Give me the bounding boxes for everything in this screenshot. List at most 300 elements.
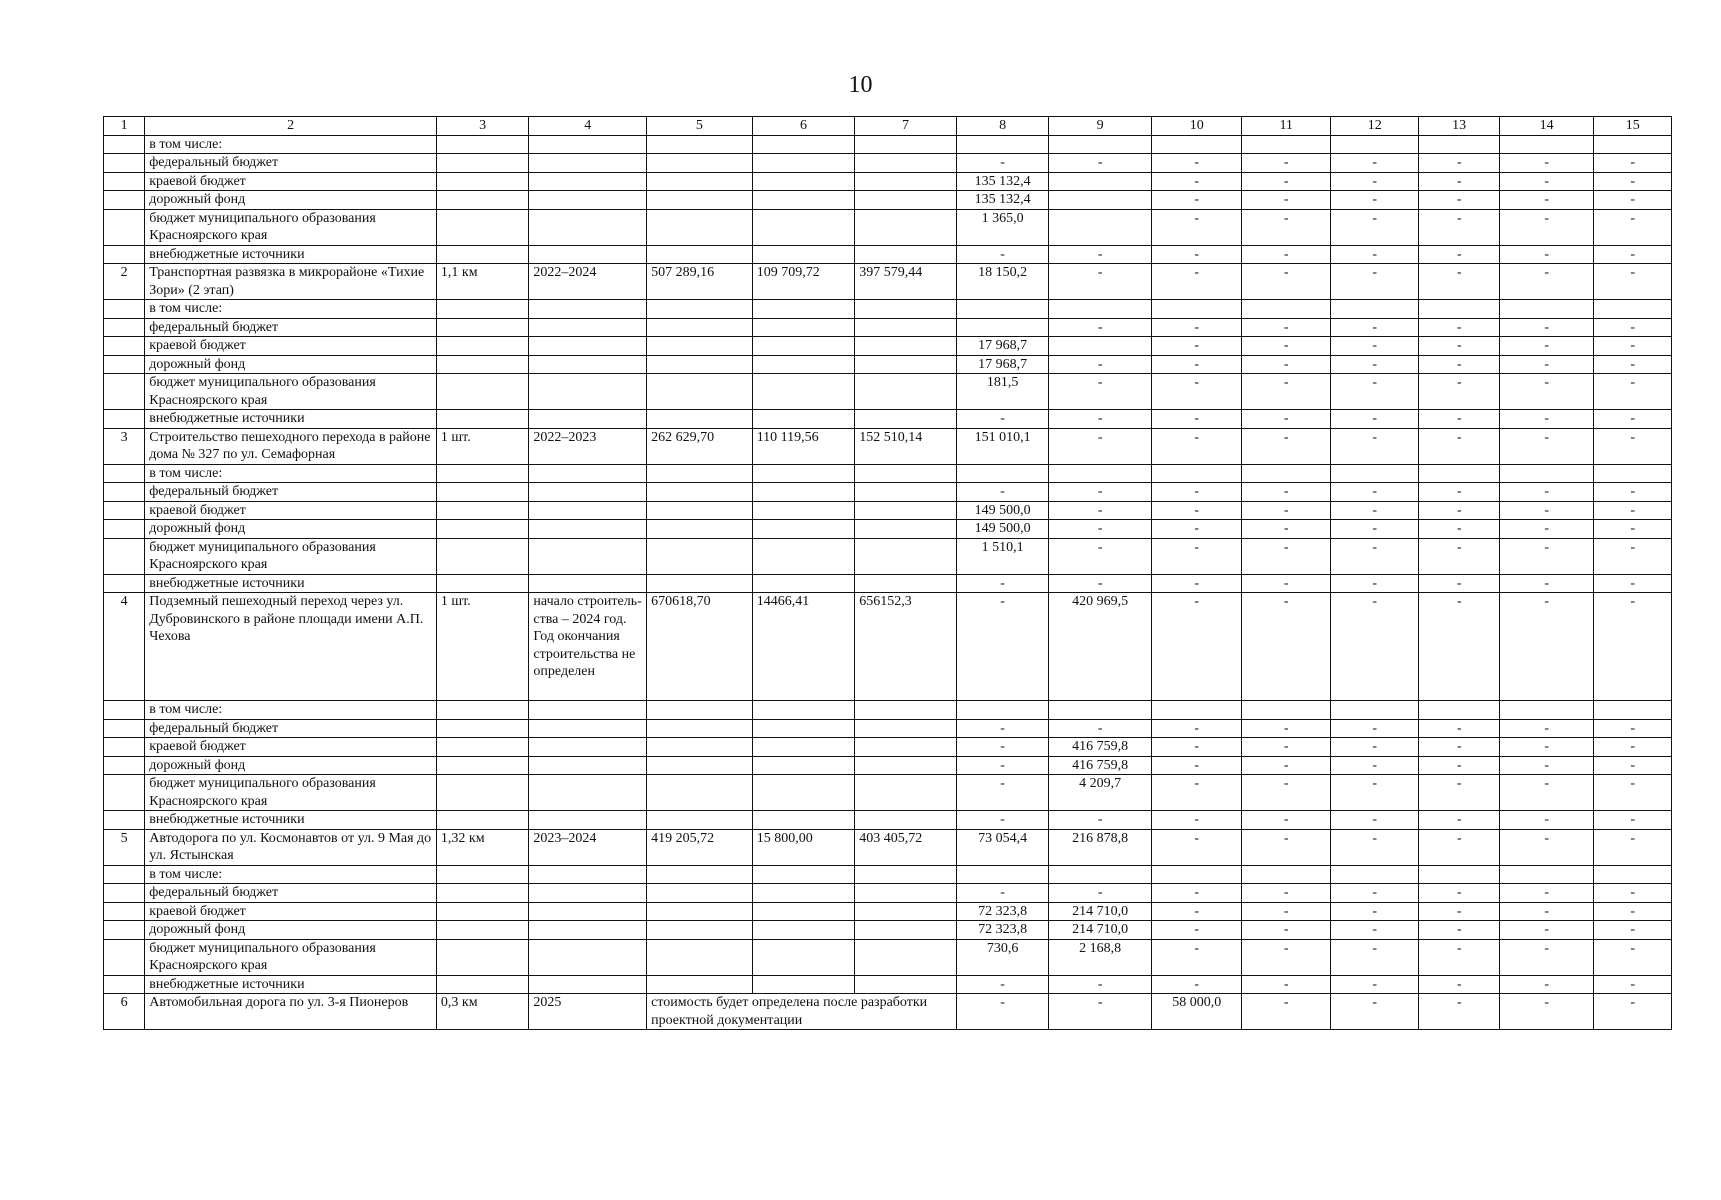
table-cell: -	[1594, 410, 1672, 429]
table-cell	[752, 501, 855, 520]
table-cell: 214 710,0	[1049, 921, 1152, 940]
table-cell: -	[1330, 264, 1419, 300]
table-cell	[529, 374, 647, 410]
table-cell	[1419, 135, 1499, 154]
table-cell	[855, 135, 957, 154]
table-cell: -	[1330, 318, 1419, 337]
row-label-cell: внебюджетные источники	[145, 410, 437, 429]
table-cell: 152 510,14	[855, 428, 957, 464]
table-cell: -	[1499, 264, 1594, 300]
table-cell: -	[956, 738, 1049, 757]
table-cell: -	[1330, 483, 1419, 502]
table-cell	[1049, 337, 1152, 356]
table-cell: -	[1242, 975, 1331, 994]
table-cell: -	[1594, 172, 1672, 191]
table-cell	[752, 374, 855, 410]
table-cell	[855, 191, 957, 210]
table-cell: 14466,41	[752, 593, 855, 701]
row-label-cell: Строительство пешеходного перехода в районе дома № 327 по ул. Семафорная	[145, 428, 437, 464]
table-cell: -	[1330, 738, 1419, 757]
table-cell: -	[1151, 902, 1242, 921]
table-cell: -	[1594, 593, 1672, 701]
table-row	[104, 520, 1672, 539]
table-cell: -	[1049, 538, 1152, 574]
table-cell: 730,6	[956, 939, 1049, 975]
table-row	[104, 300, 1672, 319]
table-cell	[436, 501, 529, 520]
column-header-9: 9	[1049, 117, 1152, 136]
table-cell	[529, 738, 647, 757]
table-cell: -	[1151, 756, 1242, 775]
table-cell: -	[1419, 154, 1499, 173]
table-cell	[1419, 701, 1499, 720]
table-row	[104, 775, 1672, 811]
table-cell: -	[1049, 811, 1152, 830]
table-cell	[436, 374, 529, 410]
column-header-7: 7	[855, 117, 957, 136]
table-row	[104, 538, 1672, 574]
table-cell: 149 500,0	[956, 501, 1049, 520]
table-cell	[752, 154, 855, 173]
table-cell	[104, 245, 145, 264]
table-cell: -	[1419, 994, 1499, 1030]
table-cell	[956, 701, 1049, 720]
table-cell	[956, 300, 1049, 319]
table-cell	[436, 719, 529, 738]
table-cell: -	[1594, 374, 1672, 410]
table-cell: 15 800,00	[752, 829, 855, 865]
table-cell	[529, 921, 647, 940]
table-cell	[647, 538, 753, 574]
table-cell: -	[1242, 574, 1331, 593]
table-cell: -	[1330, 172, 1419, 191]
table-cell	[529, 811, 647, 830]
column-header-13: 13	[1419, 117, 1499, 136]
table-cell	[104, 520, 145, 539]
table-cell	[647, 775, 753, 811]
table-cell: -	[1151, 191, 1242, 210]
table-cell	[529, 719, 647, 738]
table-cell: -	[1499, 520, 1594, 539]
table-row	[104, 318, 1672, 337]
table-cell	[752, 538, 855, 574]
table-cell: -	[1151, 593, 1242, 701]
table-cell	[855, 865, 957, 884]
table-cell	[104, 191, 145, 210]
table-row	[104, 975, 1672, 994]
table-cell	[1242, 135, 1331, 154]
table-cell: 1 510,1	[956, 538, 1049, 574]
table-cell: -	[956, 884, 1049, 903]
table-cell	[104, 464, 145, 483]
table-cell: -	[1242, 593, 1331, 701]
table-cell	[752, 939, 855, 975]
table-row	[104, 811, 1672, 830]
column-header-10: 10	[1151, 117, 1242, 136]
table-cell: -	[1499, 428, 1594, 464]
table-cell: -	[1419, 355, 1499, 374]
table-cell	[752, 574, 855, 593]
table-cell	[1049, 464, 1152, 483]
table-cell	[647, 374, 753, 410]
row-label-cell: федеральный бюджет	[145, 884, 437, 903]
table-cell	[436, 756, 529, 775]
table-cell: -	[1594, 811, 1672, 830]
table-cell	[855, 300, 957, 319]
table-cell: -	[1594, 902, 1672, 921]
table-cell	[956, 464, 1049, 483]
table-cell: -	[1419, 520, 1499, 539]
table-cell: -	[1242, 428, 1331, 464]
table-cell: -	[1242, 921, 1331, 940]
table-cell	[855, 701, 957, 720]
table-cell	[529, 410, 647, 429]
table-cell: -	[1049, 520, 1152, 539]
table-cell	[647, 902, 753, 921]
table-cell: -	[1151, 209, 1242, 245]
table-cell: -	[1242, 719, 1331, 738]
table-cell	[855, 811, 957, 830]
table-cell	[956, 135, 1049, 154]
table-cell	[104, 574, 145, 593]
table-row	[104, 355, 1672, 374]
table-cell	[104, 209, 145, 245]
table-cell	[647, 300, 753, 319]
table-cell: 4 209,7	[1049, 775, 1152, 811]
table-cell	[1330, 135, 1419, 154]
table-cell	[752, 738, 855, 757]
table-cell	[1419, 300, 1499, 319]
table-cell: 6	[104, 994, 145, 1030]
table-cell: -	[1151, 245, 1242, 264]
table-cell: -	[1419, 902, 1499, 921]
table-cell: -	[1151, 811, 1242, 830]
row-label-cell: Автодорога по ул. Космонавтов от ул. 9 Мая до ул. Ястынская	[145, 829, 437, 865]
table-row	[104, 829, 1672, 865]
table-cell: -	[1049, 719, 1152, 738]
row-label-cell: дорожный фонд	[145, 355, 437, 374]
table-cell	[647, 811, 753, 830]
table-row	[104, 902, 1672, 921]
table-cell: -	[1419, 775, 1499, 811]
table-cell: -	[1151, 921, 1242, 940]
table-cell: -	[1499, 921, 1594, 940]
table-cell	[647, 939, 753, 975]
table-cell	[855, 318, 957, 337]
table-cell	[529, 191, 647, 210]
table-cell: -	[1242, 811, 1331, 830]
table-row	[104, 374, 1672, 410]
table-cell	[529, 483, 647, 502]
table-cell: -	[956, 245, 1049, 264]
row-label-cell: Автомобильная дорога по ул. 3-я Пионеров	[145, 994, 437, 1030]
table-cell: -	[1594, 829, 1672, 865]
table-cell	[436, 520, 529, 539]
table-cell	[436, 738, 529, 757]
table-cell	[104, 374, 145, 410]
table-cell	[855, 775, 957, 811]
table-cell	[752, 245, 855, 264]
table-cell	[529, 355, 647, 374]
table-cell: -	[1049, 574, 1152, 593]
table-cell: 397 579,44	[855, 264, 957, 300]
table-cell: -	[1419, 410, 1499, 429]
table-cell	[647, 154, 753, 173]
table-cell	[647, 884, 753, 903]
table-cell: -	[1049, 428, 1152, 464]
table-cell	[1330, 300, 1419, 319]
table-cell: -	[1594, 154, 1672, 173]
table-cell	[752, 355, 855, 374]
table-cell: -	[1419, 811, 1499, 830]
table-cell: -	[1330, 154, 1419, 173]
table-cell: -	[1330, 756, 1419, 775]
table-cell: -	[1419, 337, 1499, 356]
table-cell	[104, 483, 145, 502]
table-cell: 151 010,1	[956, 428, 1049, 464]
table-row	[104, 264, 1672, 300]
table-cell: -	[1419, 829, 1499, 865]
table-cell	[104, 337, 145, 356]
table-row	[104, 135, 1672, 154]
table-cell	[104, 410, 145, 429]
table-cell: -	[1151, 520, 1242, 539]
table-cell	[752, 464, 855, 483]
table-cell: -	[1594, 191, 1672, 210]
row-label-cell: в том числе:	[145, 701, 437, 720]
table-cell: -	[1594, 756, 1672, 775]
table-cell	[529, 865, 647, 884]
row-label-cell: краевой бюджет	[145, 738, 437, 757]
table-row	[104, 191, 1672, 210]
table-cell	[855, 154, 957, 173]
table-cell	[104, 939, 145, 975]
table-cell	[104, 884, 145, 903]
table-cell: -	[1049, 501, 1152, 520]
table-cell: -	[1499, 574, 1594, 593]
table-cell: -	[1419, 593, 1499, 701]
table-row	[104, 756, 1672, 775]
table-cell: -	[1330, 574, 1419, 593]
table-cell	[436, 538, 529, 574]
table-cell	[529, 300, 647, 319]
table-cell	[647, 574, 753, 593]
table-cell	[436, 209, 529, 245]
table-cell: 216 878,8	[1049, 829, 1152, 865]
table-cell: -	[1242, 410, 1331, 429]
column-header-1: 1	[104, 117, 145, 136]
table-cell: -	[1499, 994, 1594, 1030]
table-cell	[436, 245, 529, 264]
row-label-cell: федеральный бюджет	[145, 318, 437, 337]
table-cell: -	[1330, 994, 1419, 1030]
table-cell	[647, 501, 753, 520]
row-label-cell: внебюджетные источники	[145, 245, 437, 264]
table-row	[104, 719, 1672, 738]
table-cell	[1594, 865, 1672, 884]
table-cell: -	[1419, 538, 1499, 574]
table-cell: -	[1151, 428, 1242, 464]
table-cell	[647, 756, 753, 775]
table-cell	[1049, 135, 1152, 154]
column-header-2: 2	[145, 117, 437, 136]
table-cell	[855, 209, 957, 245]
table-cell: -	[1419, 501, 1499, 520]
table-cell: -	[1242, 501, 1331, 520]
row-label-cell: бюджет муниципального образования Красноярского края	[145, 209, 437, 245]
table-cell	[752, 902, 855, 921]
table-cell	[436, 884, 529, 903]
table-cell: -	[1594, 355, 1672, 374]
table-cell: -	[1499, 975, 1594, 994]
table-cell	[1499, 464, 1594, 483]
table-cell	[752, 756, 855, 775]
table-cell: -	[1242, 829, 1331, 865]
table-cell	[436, 410, 529, 429]
table-cell	[855, 921, 957, 940]
table-cell: -	[1151, 337, 1242, 356]
table-row	[104, 738, 1672, 757]
table-cell: -	[1151, 719, 1242, 738]
table-cell: -	[1499, 538, 1594, 574]
table-cell	[436, 464, 529, 483]
table-cell: 17 968,7	[956, 355, 1049, 374]
table-cell	[1419, 464, 1499, 483]
table-cell	[1049, 865, 1152, 884]
table-cell: -	[1419, 574, 1499, 593]
table-cell	[855, 374, 957, 410]
column-header-15: 15	[1594, 117, 1672, 136]
table-cell	[436, 701, 529, 720]
table-cell	[1330, 865, 1419, 884]
table-cell	[855, 719, 957, 738]
table-cell: стоимость будет определена после разработки проектной документации	[647, 994, 957, 1030]
table-cell: -	[1594, 483, 1672, 502]
table-cell	[1419, 865, 1499, 884]
table-cell	[436, 172, 529, 191]
table-cell	[752, 300, 855, 319]
table-cell: -	[1330, 811, 1419, 830]
table-cell: -	[1594, 939, 1672, 975]
table-cell	[436, 483, 529, 502]
table-row	[104, 172, 1672, 191]
table-cell	[436, 154, 529, 173]
table-row	[104, 865, 1672, 884]
table-cell: -	[1330, 520, 1419, 539]
table-cell: -	[1151, 538, 1242, 574]
table-cell	[1049, 191, 1152, 210]
table-cell	[529, 884, 647, 903]
table-cell	[855, 172, 957, 191]
table-cell	[436, 939, 529, 975]
table-cell: 416 759,8	[1049, 738, 1152, 757]
table-cell: -	[1594, 884, 1672, 903]
table-cell: -	[1499, 154, 1594, 173]
table-cell	[855, 483, 957, 502]
row-label-cell: дорожный фонд	[145, 191, 437, 210]
table-cell	[1049, 209, 1152, 245]
table-cell	[855, 501, 957, 520]
table-cell	[1151, 865, 1242, 884]
table-cell: 670618,70	[647, 593, 753, 701]
table-cell: -	[1499, 884, 1594, 903]
table-cell	[647, 355, 753, 374]
table-cell: 109 709,72	[752, 264, 855, 300]
row-label-cell: федеральный бюджет	[145, 719, 437, 738]
table-cell	[104, 135, 145, 154]
table-cell	[436, 337, 529, 356]
table-cell: 17 968,7	[956, 337, 1049, 356]
table-cell: 1 шт.	[436, 593, 529, 701]
table-cell	[956, 865, 1049, 884]
table-cell: -	[1330, 209, 1419, 245]
table-cell: -	[1242, 939, 1331, 975]
table-cell	[104, 154, 145, 173]
table-cell: -	[1242, 483, 1331, 502]
table-cell: -	[1151, 501, 1242, 520]
row-label-cell: бюджет муниципального образования Красноярского края	[145, 775, 437, 811]
table-cell: -	[1242, 374, 1331, 410]
table-cell: 403 405,72	[855, 829, 957, 865]
table-cell: -	[1594, 428, 1672, 464]
table-cell	[647, 337, 753, 356]
table-cell	[529, 154, 647, 173]
table-cell	[647, 520, 753, 539]
table-cell: -	[1330, 975, 1419, 994]
table-cell	[752, 483, 855, 502]
table-cell: -	[1049, 410, 1152, 429]
table-cell: -	[1594, 994, 1672, 1030]
table-row	[104, 884, 1672, 903]
table-cell: 181,5	[956, 374, 1049, 410]
table-cell: -	[1151, 374, 1242, 410]
table-cell	[1242, 701, 1331, 720]
table-cell	[647, 191, 753, 210]
column-header-6: 6	[752, 117, 855, 136]
table-cell: -	[956, 811, 1049, 830]
table-cell	[752, 921, 855, 940]
row-label-cell: в том числе:	[145, 300, 437, 319]
table-cell: -	[1151, 172, 1242, 191]
table-cell	[104, 756, 145, 775]
table-cell	[1499, 135, 1594, 154]
table-cell: -	[1151, 574, 1242, 593]
table-cell: -	[1419, 245, 1499, 264]
table-cell	[1499, 701, 1594, 720]
table-row	[104, 337, 1672, 356]
table-cell: -	[1499, 829, 1594, 865]
table-cell	[529, 939, 647, 975]
row-label-cell: федеральный бюджет	[145, 483, 437, 502]
table-cell	[529, 337, 647, 356]
table-cell: -	[1330, 428, 1419, 464]
table-cell	[1330, 701, 1419, 720]
table-cell	[855, 939, 957, 975]
table-cell	[104, 811, 145, 830]
table-cell: -	[1499, 337, 1594, 356]
table-cell: -	[1499, 939, 1594, 975]
table-cell	[647, 245, 753, 264]
table-cell	[436, 902, 529, 921]
table-cell: -	[1242, 318, 1331, 337]
table-cell: -	[1330, 775, 1419, 811]
table-cell: -	[1499, 318, 1594, 337]
table-cell	[529, 775, 647, 811]
table-cell	[752, 701, 855, 720]
table-cell: -	[1151, 483, 1242, 502]
table-cell: -	[1242, 756, 1331, 775]
column-header-14: 14	[1499, 117, 1594, 136]
